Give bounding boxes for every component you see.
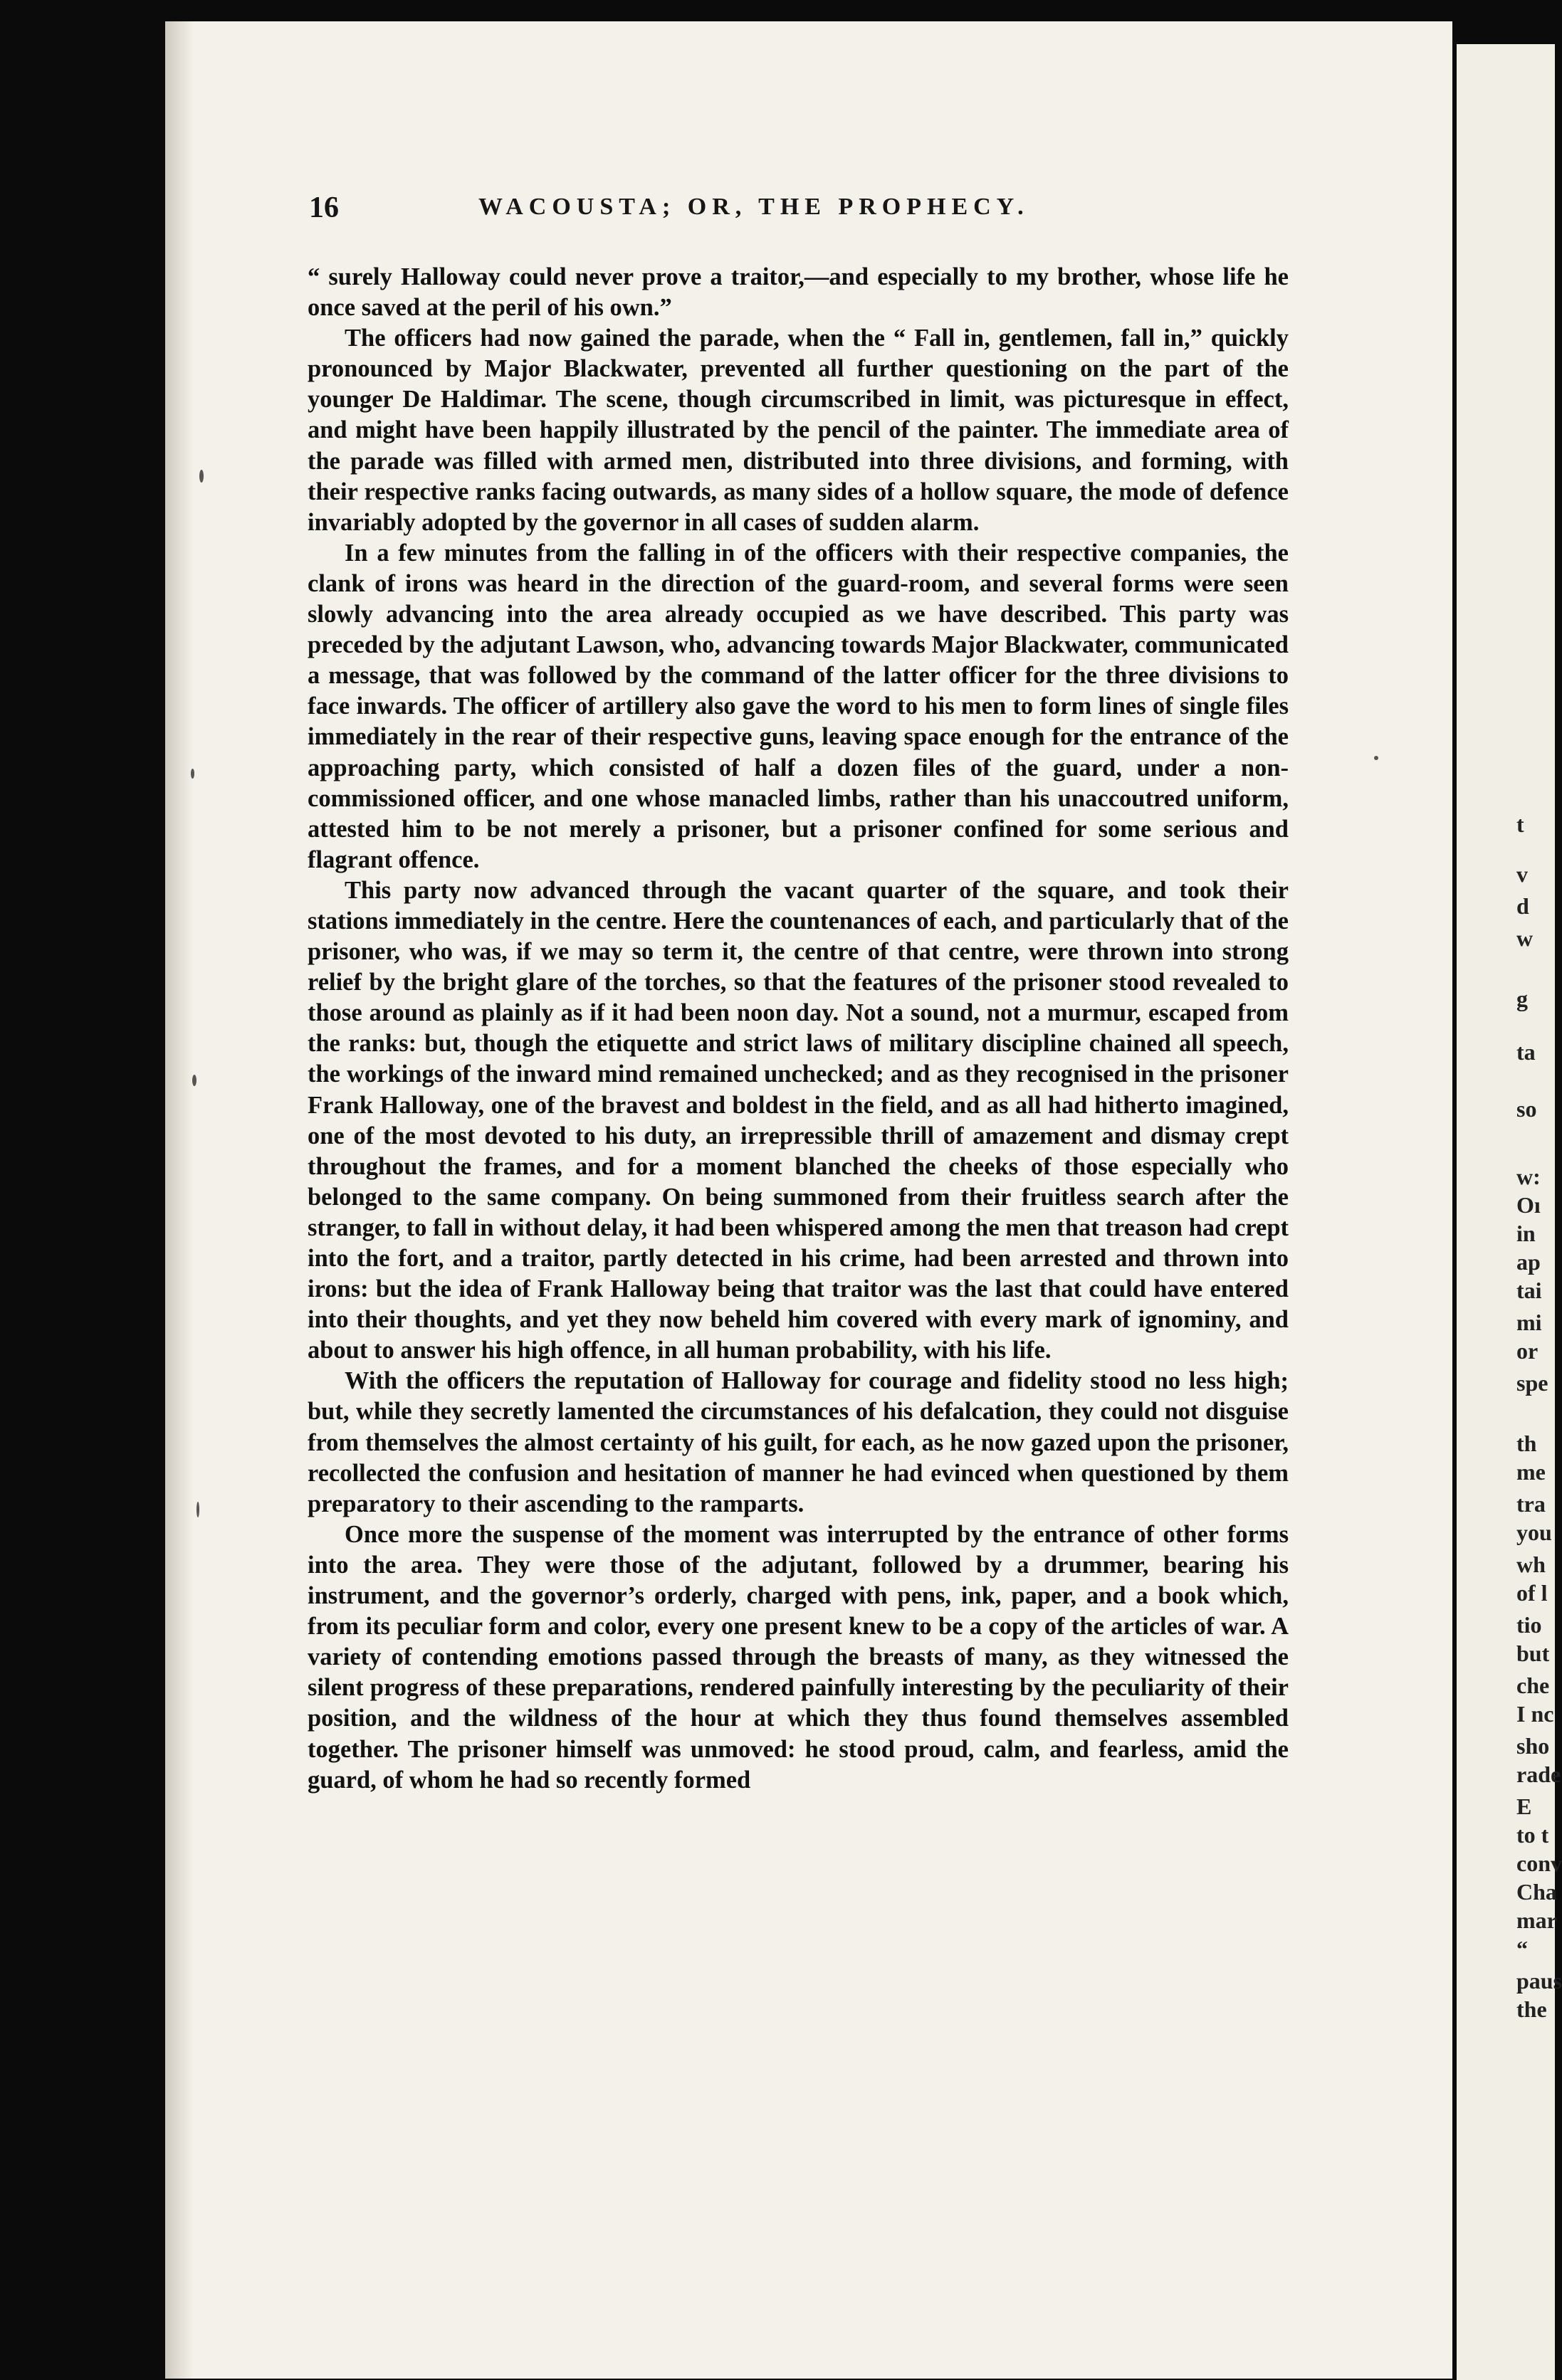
facing-fragment: of l (1516, 1580, 1548, 1606)
facing-fragment: tra (1516, 1491, 1546, 1517)
paragraph: The officers had now gained the parade, when the “ Fall in, gentlemen, fall in,” quickly pronounced by Major Blackwater, prevented all further questioning on the part of the younger De Haldimar. The scene, though circumscribed in limit, was picturesque in effect, and might have been happily illustrated by the pencil of the painter. The immediate area of the parade was filled with armed men, distributed into three divisions, and forming, with their respective ranks facing outwards, as many sides of a hollow square, the mode of defence invariably adopted by the governor in all cases of sudden alarm. (308, 325, 1289, 536)
facing-fragment: g (1516, 986, 1528, 1011)
facing-fragment: in (1516, 1221, 1536, 1246)
facing-fragment: che (1516, 1673, 1550, 1698)
paper-speck (191, 769, 194, 779)
facing-fragment: ta (1516, 1039, 1536, 1065)
facing-fragment: tai (1516, 1278, 1542, 1303)
facing-fragment: or (1516, 1338, 1539, 1364)
facing-fragment: rade (1516, 1762, 1561, 1787)
facing-fragment: mar (1516, 1907, 1557, 1933)
facing-fragment: Oı (1516, 1192, 1541, 1218)
facing-fragment: me (1516, 1459, 1546, 1485)
facing-fragment: paus (1516, 1968, 1562, 1994)
facing-fragment: tio (1516, 1612, 1542, 1638)
body-text (308, 262, 1289, 1796)
paragraph: In a few minutes from the falling in of the officers with their respective companies, the clank of irons was heard in the direction of the guard-room, and several forms were seen slowly advancing into the area already occupied as we have described. This party was preceded by the adjutant Lawson, who, advancing towards Major Blackwater, communicated a message, that was followed by the command of the latter officer for the three divisions to face inwards. The officer of artillery also gave the word to his men to form lines of single files immediately in the rear of their respective guns, leaving space enough for the entrance of the approaching party, which consisted of half a dozen files of the guard, under a non-commissioned officer, and one whose manacled limbs, rather than his unaccoutred uniform, attested him to be not merely a prisoner, but a prisoner confined for some serious and flagrant offence. (308, 539, 1289, 873)
facing-fragment: w (1516, 925, 1534, 951)
facing-fragment: the (1516, 1996, 1547, 2022)
facing-fragment: “ (1516, 1936, 1528, 1962)
facing-fragment: th (1516, 1431, 1537, 1456)
page-header (309, 191, 1289, 222)
facing-fragment: v (1516, 861, 1528, 887)
paper-speck (1374, 756, 1378, 760)
paper-speck (199, 470, 204, 483)
facing-fragment: but (1516, 1641, 1550, 1666)
facing-fragment: d (1516, 893, 1529, 919)
facing-fragment: t (1516, 811, 1524, 837)
running-title: WACOUSTA; OR, THE PROPHECY. (478, 194, 1029, 220)
paragraph: This party now advanced through the vacant quarter of the square, and took their stations immediately in the centre. Here the countenances of each, and particularly that of the prisoner, who was, if we may so term it, the centre of that centre, were thrown into strong relief by the bright glare of the torches, so that the features of the prisoner stood revealed to those around as plainly as if it had been noon day. Not a sound, not a murmur, escaped from the ranks: but, though the etiquette and strict laws of military discipline chained all speech, the workings of the inward mind remained unchecked; and as they recognised in the prisoner Frank Halloway, one of the bravest and boldest in the field, and as all had hitherto imagined, one of the most devoted to his duty, an irrepressible thrill of amazement and dismay crept throughout the frames, and for a moment blanched the cheeks of those especially who belonged to the same company. On being summoned from their fruitless search after the stranger, to fall in without delay, it had been whispered among the men that treason had crept into the fort, and a traitor, partly detected in his crime, had been arrested and thrown into irons: but the idea of Frank Halloway being that traitor was the last that could have entered into their thoughts, and yet they now beheld him covered with every mark of ignominy, and about to answer his high offence, in all human probability, with his life. (308, 876, 1289, 1364)
facing-fragment: sho (1516, 1733, 1550, 1759)
paragraph: Once more the suspense of the moment was interrupted by the entrance of other forms into the area. They were those of the adjutant, followed by a drummer, bearing his instrument, and the governor’s orderly, charged with pens, ink, paper, and a book which, from its peculiar form and color, every one present knew to be a copy of the articles of war. A variety of contending emotions passed through the breasts of many, as they witnessed the silent progress of these preparations, rendered painfully interesting by the peculiarity of their position, and the wildness of the hour at which they thus found themselves assembled together. The prisoner himself was unmoved: he stood proud, calm, and fearless, amid the guard, of whom he had so recently formed (308, 1520, 1289, 1794)
paragraph: “ surely Halloway could never prove a traitor,—and especially to my brother, whose life he once saved at the peril of his own.” (308, 263, 1289, 322)
facing-fragment: w: (1516, 1164, 1541, 1189)
facing-fragment: I nc (1516, 1701, 1554, 1727)
facing-fragment: wh (1516, 1552, 1546, 1577)
paper-speck (192, 1075, 196, 1086)
facing-fragment: spe (1516, 1370, 1548, 1396)
paragraph: With the officers the reputation of Halloway for courage and fidelity stood no less high; but, while they secretly lamented the circumstances of his defalcation, they could not disguise from themselves the almost certainty of his guilt, for each, as he now gazed upon the prisoner, recollected the confusion and hesitation of manner he had evinced when questioned by them preparatory to their ascending to the ramparts. (308, 1367, 1289, 1517)
facing-fragment: conv (1516, 1850, 1562, 1876)
page-number: 16 (309, 191, 339, 224)
paper-speck (196, 1502, 199, 1517)
facing-fragment: so (1516, 1096, 1537, 1122)
facing-fragment: to t (1516, 1822, 1549, 1848)
facing-fragment: Cha (1516, 1879, 1557, 1905)
facing-fragment: ap (1516, 1249, 1541, 1275)
facing-fragment: you (1516, 1520, 1552, 1545)
facing-fragment: mi (1516, 1310, 1542, 1335)
facing-fragment: E (1516, 1794, 1532, 1819)
